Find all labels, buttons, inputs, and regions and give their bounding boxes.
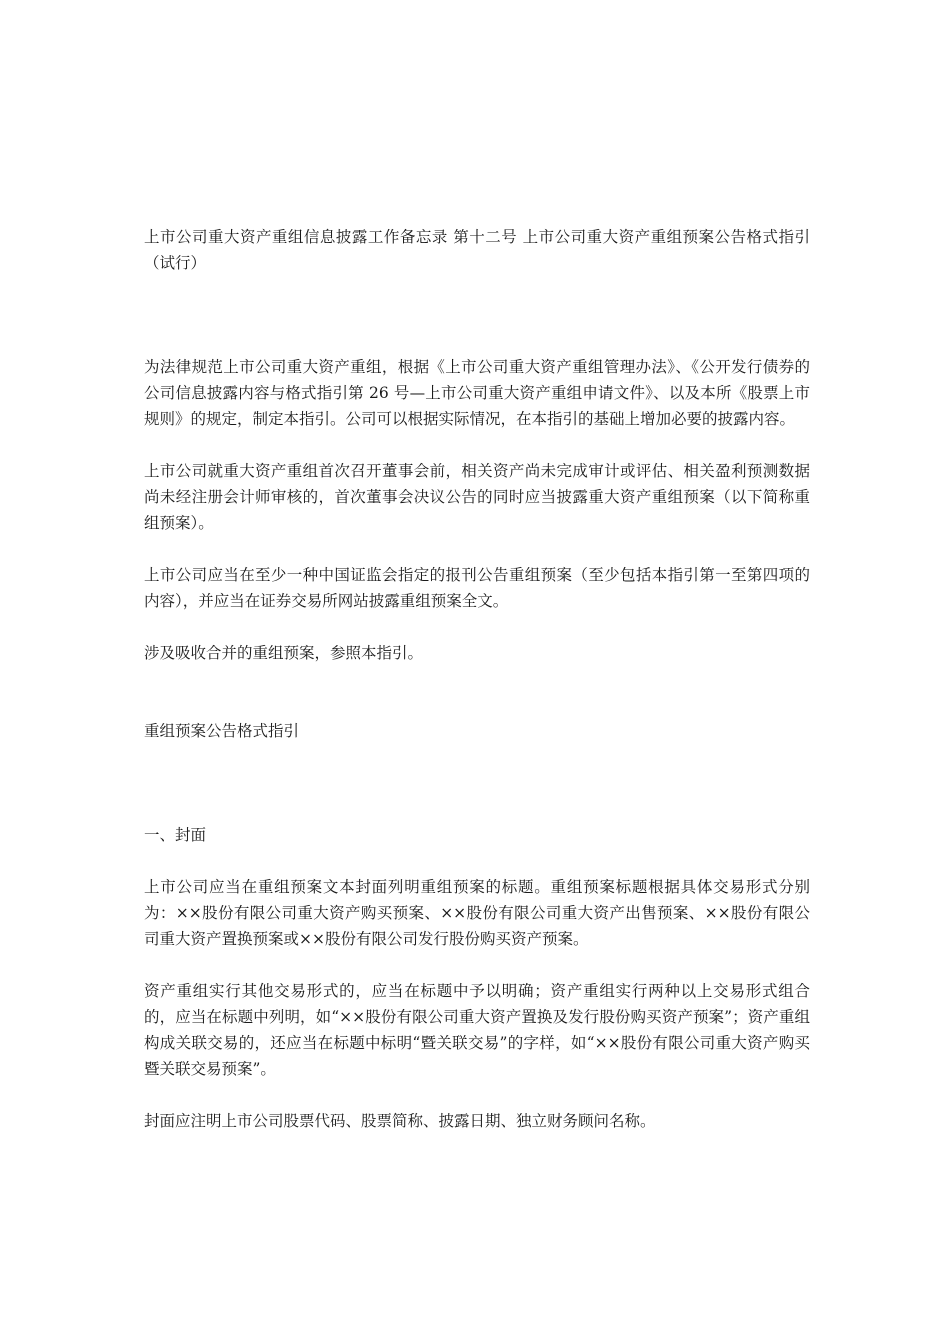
subsection-title: 一、封面 — [144, 826, 207, 844]
intro-paragraph: 上市公司应当在至少一种中国证监会指定的报刊公告重组预案（至少包括本指引第一至第四项的内容），并应当在证券交易所网站披露重组预案全文。 — [144, 566, 810, 610]
intro-paragraph: 涉及吸收合并的重组预案，参照本指引。 — [144, 644, 424, 662]
cover-paragraph: 封面应注明上市公司股票代码、股票简称、披露日期、独立财务顾问名称。 — [144, 1112, 656, 1130]
document-page — [144, 224, 810, 1134]
intro-paragraph: 上市公司就重大资产重组首次召开董事会前，相关资产尚未完成审计或评估、相关盈利预测数据尚未经注册会计师审核的，首次董事会决议公告的同时应当披露重大资产重组预案（以下简称重组预案）。 — [144, 462, 810, 532]
section-title: 重组预案公告格式指引 — [144, 722, 300, 740]
cover-paragraph: 资产重组实行其他交易形式的，应当在标题中予以明确；资产重组实行两种以上交易形式组合的，应当在标题中列明，如“××股份有限公司重大资产置换及发行股份购买资产预案”；资产重组构成关联交易的，还应当在标题中标明“暨关联交易”的字样，如“××股份有限公司重大资产购买暨关联交易预案”。 — [144, 982, 810, 1078]
document-title: 上市公司重大资产重组信息披露工作备忘录 第十二号 上市公司重大资产重组预案公告格式指引（试行） — [144, 228, 810, 272]
intro-paragraph: 为法律规范上市公司重大资产重组，根据《上市公司重大资产重组管理办法》、《公开发行债券的公司信息披露内容与格式指引第 26 号—上市公司重大资产重组申请文件》、以及本所《股票上市规则》的规定，制定本指引。公司可以根据实际情况，在本指引的基础上增加必要的披露内容。 — [144, 358, 810, 428]
cover-paragraph: 上市公司应当在重组预案文本封面列明重组预案的标题。重组预案标题根据具体交易形式分别为：××股份有限公司重大资产购买预案、××股份有限公司重大资产出售预案、××股份有限公司重大资产置换预案或××股份有限公司发行股份购买资产预案。 — [144, 878, 810, 948]
